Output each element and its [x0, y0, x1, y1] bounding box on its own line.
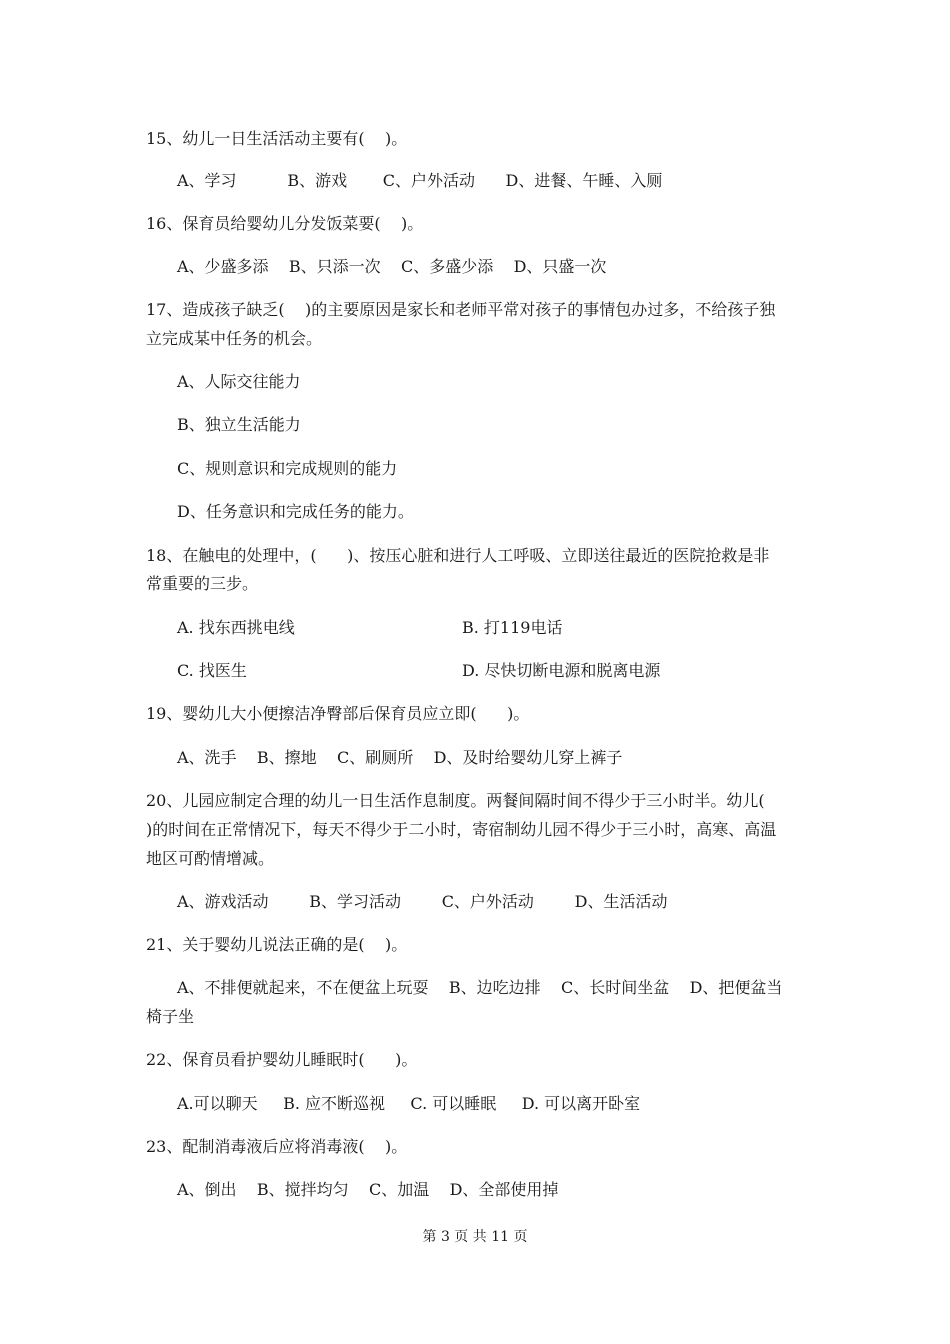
question-19-options: A、洗手 B、擦地 C、刷厕所 D、及时给婴幼儿穿上裤子 [177, 748, 623, 767]
question-18-option-a: A. 找东西挑电线 [177, 618, 295, 637]
question-21-options: A、不排便就起来，不在便盆上玩耍 B、边吃边排 C、长时间坐盆 D、把便盆当 [177, 978, 783, 997]
question-20-stem-cont-1: )的时间在正常情况下，每天不得少于二小时，寄宿制幼儿园不得少于三小时，高寒、高温 [146, 820, 777, 839]
question-21-stem: 21、关于婴幼儿说法正确的是( )。 [146, 935, 408, 954]
question-18-option-c: C. 找医生 [177, 661, 247, 680]
question-23-stem: 23、配制消毒液后应将消毒液( )。 [146, 1137, 408, 1156]
question-20-options: A、游戏活动 B、学习活动 C、户外活动 D、生活活动 [177, 892, 668, 911]
question-18-stem: 18、在触电的处理中，( )、按压心脏和进行人工呼吸、立即送往最近的医院抢救是非 [146, 546, 770, 565]
question-19-stem: 19、婴幼儿大小便擦洁净臀部后保育员应立即( )。 [146, 704, 530, 723]
question-22-stem: 22、保育员看护婴幼儿睡眠时( )。 [146, 1050, 418, 1069]
question-20-stem-cont-2: 地区可酌情增减。 [146, 849, 275, 868]
question-17-option-a: A、人际交往能力 [177, 372, 301, 391]
question-16-stem: 16、保育员给婴幼儿分发饭菜要( )。 [146, 214, 424, 233]
question-21-options-cont: 椅子坐 [146, 1007, 195, 1026]
question-18-option-d: D. 尽快切断电源和脱离电源 [462, 661, 661, 680]
question-17-stem: 17、造成孩子缺乏( )的主要原因是家长和老师平常对孩子的事情包办过多，不给孩子独 [146, 300, 776, 319]
question-15-stem: 15、幼儿一日生活活动主要有( )。 [146, 129, 408, 148]
question-22-options: A.可以聊天 B. 应不断巡视 C. 可以睡眠 D. 可以离开卧室 [177, 1094, 641, 1113]
question-20-stem: 20、儿园应制定合理的幼儿一日生活作息制度。两餐间隔时间不得少于三小时半。幼儿( [146, 791, 765, 810]
question-15-options: A、学习 B、游戏 C、户外活动 D、进餐、午睡、入厕 [177, 171, 663, 190]
page-footer: 第 3 页 共 11 页 [422, 1229, 528, 1245]
question-23-options: A、倒出 B、搅拌均匀 C、加温 D、全部使用掉 [177, 1180, 559, 1199]
question-17-stem-cont: 立完成某中任务的机会。 [146, 329, 323, 348]
question-17-option-d: D、任务意识和完成任务的能力。 [177, 502, 414, 521]
question-16-options: A、少盛多添 B、只添一次 C、多盛少添 D、只盛一次 [177, 257, 607, 276]
question-18-stem-cont: 常重要的三步。 [146, 574, 259, 593]
question-18-option-b: B. 打119电话 [462, 618, 563, 637]
question-17-option-b: B、独立生活能力 [177, 415, 301, 434]
question-17-option-c: C、规则意识和完成规则的能力 [177, 459, 398, 478]
